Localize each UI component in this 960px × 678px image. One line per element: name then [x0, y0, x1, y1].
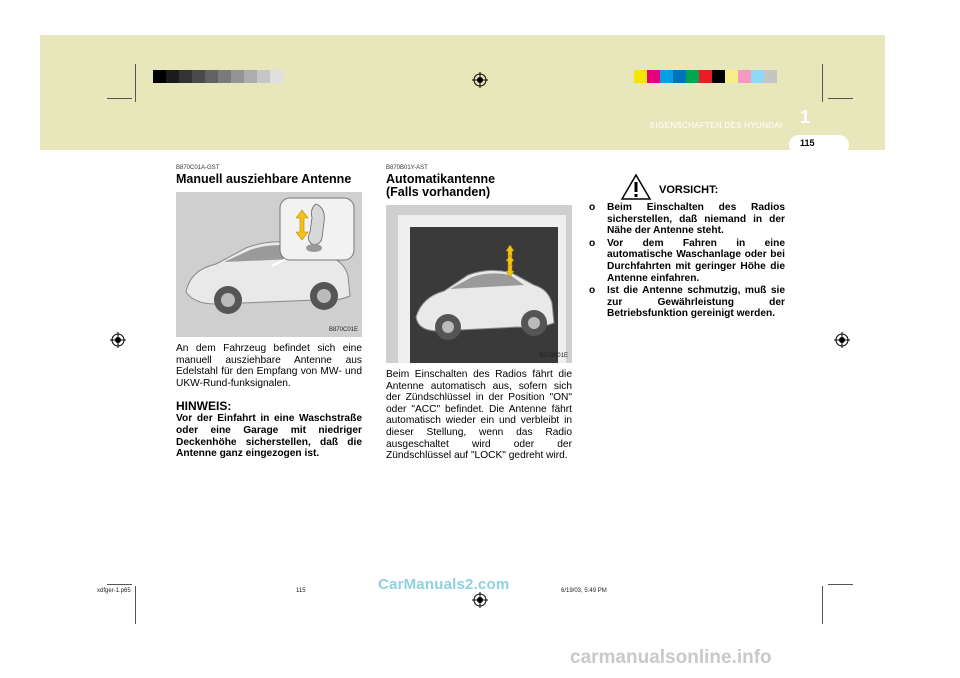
- calibration-swatch: [218, 70, 231, 83]
- caution-item: [589, 202, 785, 237]
- chapter-title: EIGENSCHAFTEN DES HYUNDAI: [650, 121, 783, 130]
- carmanuals-watermark: CarManuals2.com: [378, 576, 510, 593]
- footer-file: xdfger-1.p65: [97, 588, 131, 594]
- warning-triangle-icon: [621, 174, 651, 200]
- gray-calibration-bar: [153, 70, 283, 83]
- image-label: B870B01E: [539, 353, 568, 359]
- caution-list: [589, 202, 785, 320]
- image-label: B870C01E: [328, 327, 358, 333]
- section-heading: Manuell ausziehbare Antenne: [176, 172, 352, 186]
- automatic-antenna-illustration: [386, 205, 572, 363]
- calibration-swatch: [699, 70, 712, 83]
- calibration-swatch: [205, 70, 218, 83]
- calibration-swatch: [686, 70, 699, 83]
- bullet: o: [589, 237, 596, 249]
- caution-box: [589, 178, 785, 321]
- caution-title: VORSICHT:: [659, 184, 719, 196]
- crop-mark: [828, 98, 853, 99]
- crop-mark: [107, 98, 132, 99]
- calibration-swatch: [751, 70, 764, 83]
- crop-mark: [107, 584, 132, 585]
- caution-header: [589, 178, 785, 200]
- calibration-swatch: [179, 70, 192, 83]
- body-text: An dem Fahrzeug befindet sich eine manuell ausziehbare Antenne aus Edelstahl für den Empfang von MW- und UKW-Rund-funksignalen.: [176, 343, 362, 389]
- note-text: Vor der Einfahrt in eine Waschstraße oder eine Garage mit niedriger Deckenhöhe sicherstellen, daß die Antenne ganz eingezogen ist.: [176, 413, 362, 460]
- caution-item: [589, 238, 785, 284]
- calibration-swatch: [270, 70, 283, 83]
- page-number: 115: [800, 138, 815, 148]
- calibration-swatch: [738, 70, 751, 83]
- body-text: Beim Einschalten des Radios fährt die Antenne automatisch aus, sofern sich der Zündschlüssel in der Position "ON" oder "ACC" befindet. Die Antenne fährt automatisch wieder ein und verbleibt in dieser Stellung, wenn das Radio ausgeschaltet wird oder der Zündschlüssel auf "LOCK" gedreht wird.: [386, 369, 572, 462]
- calibration-swatch: [244, 70, 257, 83]
- registration-mark-icon: [110, 332, 126, 348]
- calibration-swatch: [634, 70, 647, 83]
- calibration-swatch: [764, 70, 777, 83]
- bottom-watermark: carmanualsonline.info: [570, 647, 772, 668]
- calibration-swatch: [660, 70, 673, 83]
- caution-item: [589, 285, 785, 320]
- footer-page: 115: [296, 588, 306, 594]
- crop-mark: [822, 586, 823, 624]
- column-automatic-antenna: [386, 165, 572, 462]
- footer-datetime: 6/19/03, 5:49 PM: [561, 588, 607, 594]
- calibration-swatch: [153, 70, 166, 83]
- bullet: o: [589, 202, 596, 213]
- caution-item-text: Ist die Antenne schmutzig, muß sie zur Gewährleistung der Betriebsfunktion gereinigt werden.: [607, 285, 785, 320]
- manual-page: [40, 35, 885, 643]
- crop-mark: [828, 584, 853, 585]
- calibration-swatch: [166, 70, 179, 83]
- registration-mark-icon: [472, 72, 488, 88]
- car-garage-illustration: [386, 205, 572, 363]
- calibration-swatch: [257, 70, 270, 83]
- calibration-swatch: [673, 70, 686, 83]
- header-band: [40, 35, 885, 150]
- calibration-swatch: [192, 70, 205, 83]
- manual-antenna-illustration: [176, 192, 362, 337]
- registration-mark-icon: [472, 592, 488, 608]
- calibration-swatch: [647, 70, 660, 83]
- page-number-pill: [789, 135, 849, 155]
- color-calibration-bar: [634, 70, 777, 83]
- car-side-illustration: [176, 192, 362, 337]
- section-code: B870B01Y-AST: [386, 165, 428, 171]
- section-code: B870C01A-GST: [176, 165, 220, 171]
- crop-mark: [135, 586, 136, 624]
- calibration-swatch: [712, 70, 725, 83]
- bullet: o: [589, 285, 596, 297]
- crop-mark: [135, 64, 136, 102]
- section-heading-line1: Automatikantenne: [386, 172, 496, 186]
- caution-item-text: Vor dem Fahren in eine automatische Waschanlage oder bei Durchfahrten mit geringer Höhe die Antenne einfahren.: [607, 237, 785, 284]
- column-manual-antenna: [176, 165, 362, 460]
- note-title: HINWEIS:: [176, 399, 232, 414]
- calibration-swatch: [725, 70, 738, 83]
- chapter-number: 1: [800, 107, 811, 127]
- registration-mark-icon: [834, 332, 850, 348]
- calibration-swatch: [231, 70, 244, 83]
- crop-mark: [822, 64, 823, 102]
- section-heading-line2: (Falls vorhanden): [386, 185, 491, 199]
- caution-item-text: Beim Einschalten des Radios sicherstellen, daß niemand in der Nähe der Antenne steht.: [607, 202, 785, 237]
